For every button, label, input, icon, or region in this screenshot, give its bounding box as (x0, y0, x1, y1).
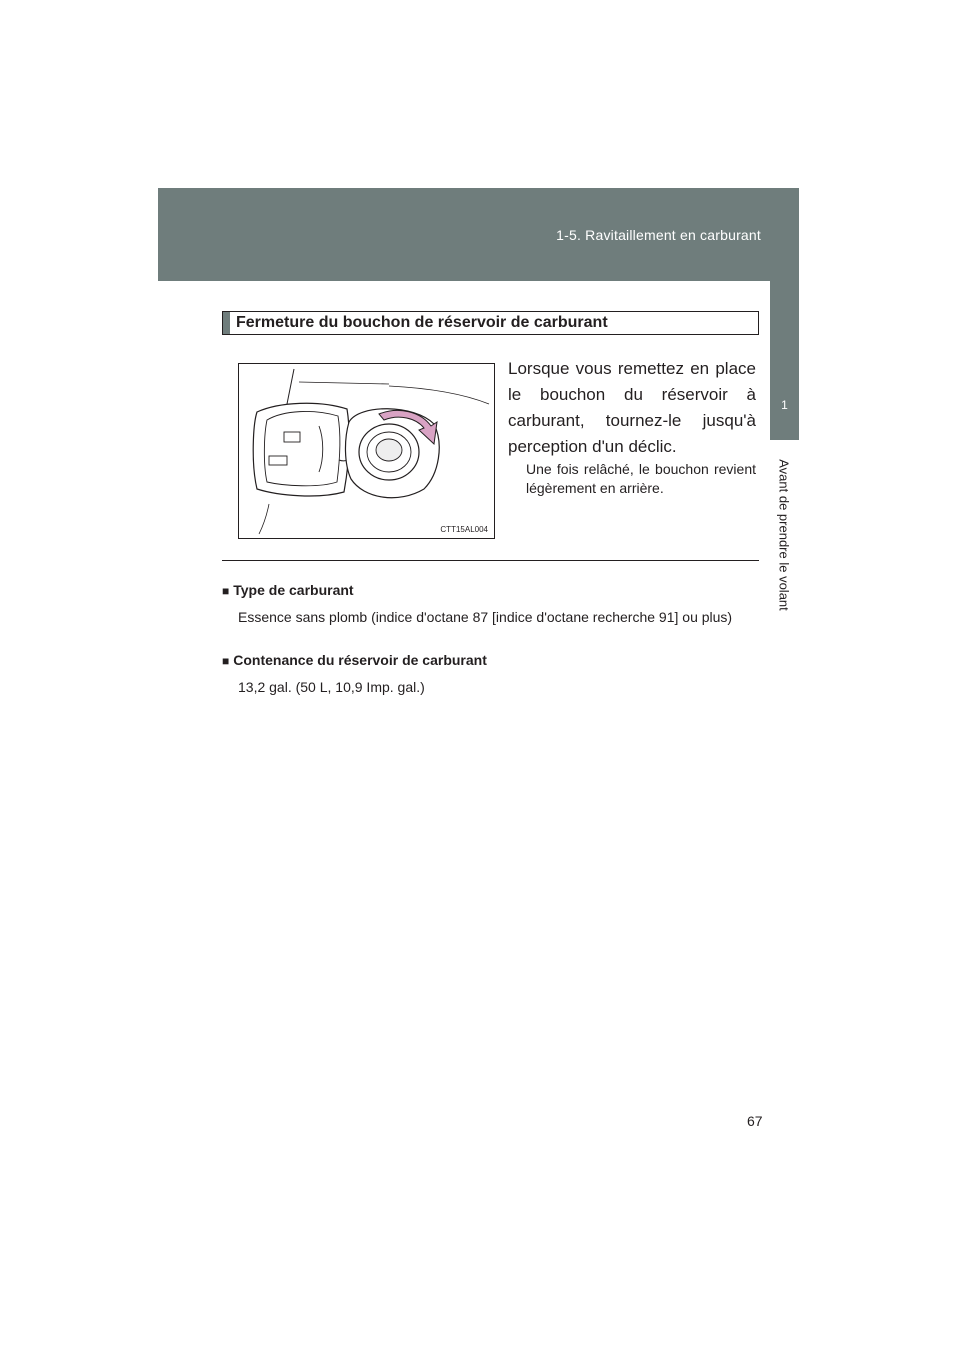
figure-code: CTT15AL004 (440, 525, 488, 534)
chapter-tab (770, 280, 799, 440)
header-band (158, 188, 799, 281)
info-title-text: Contenance du réservoir de carburant (233, 652, 487, 668)
info-tank-capacity (222, 651, 759, 697)
note-text: Une fois relâché, le bouchon revient légèrement en arrière. (526, 461, 756, 496)
info-title (222, 581, 759, 600)
square-bullet-icon: ■ (222, 584, 230, 598)
page-number: 67 (747, 1113, 763, 1129)
section-heading-text: Fermeture du bouchon de réservoir de carburant (236, 314, 608, 331)
instruction-text: Lorsque vous remettez en place le bouchon du réservoir à carburant, tournez-le jusqu'à perception d'un déclic. (508, 359, 756, 456)
heading-accent-bar (223, 312, 230, 334)
fuel-cap-illustration (238, 363, 495, 539)
info-body: Essence sans plomb (indice d'octane 87 [indice d'octane recherche 91] ou plus) (238, 609, 733, 625)
chapter-number: 1 (781, 398, 788, 412)
section-divider (222, 560, 759, 561)
info-title (222, 651, 759, 670)
info-fuel-type (222, 581, 759, 627)
square-bullet-icon: ■ (222, 654, 230, 668)
fuel-cap-drawing (239, 364, 494, 538)
section-heading (222, 311, 759, 335)
info-title-text: Type de carburant (233, 582, 354, 598)
header-section-title: 1-5. Ravitaillement en carburant (556, 227, 761, 243)
chapter-title: Avant de prendre le volant (776, 459, 792, 611)
info-body: 13,2 gal. (50 L, 10,9 Imp. gal.) (238, 679, 425, 695)
